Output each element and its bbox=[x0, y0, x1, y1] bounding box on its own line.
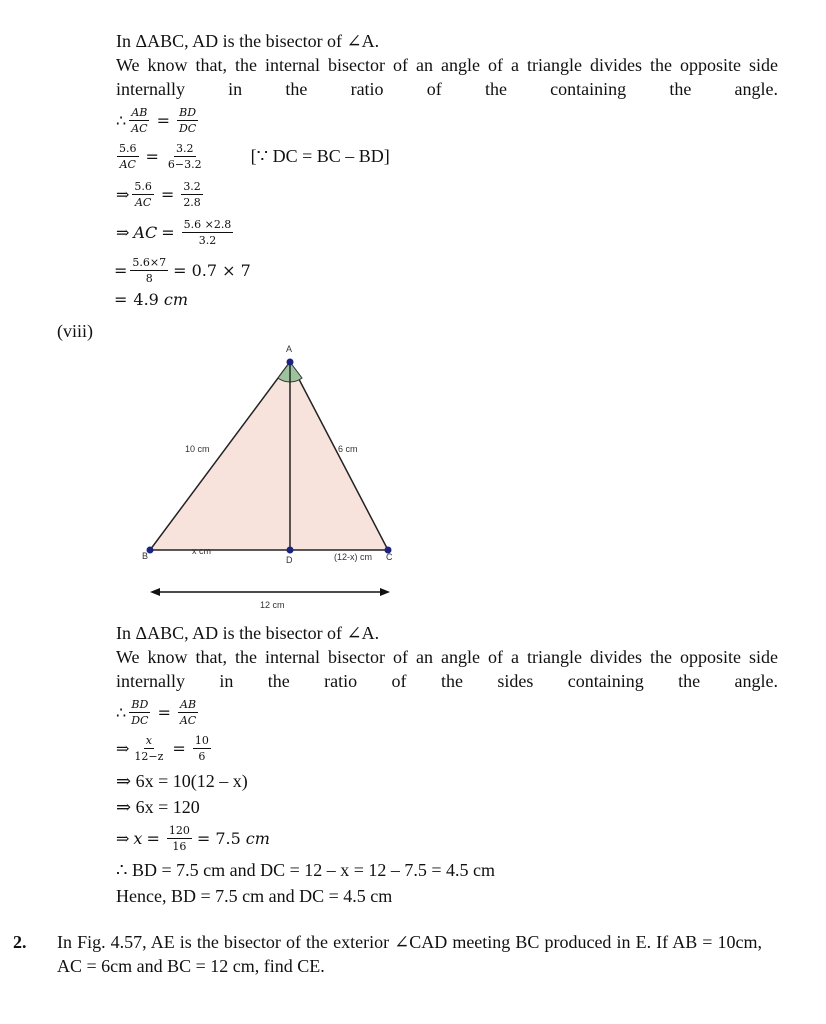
part1-ac-calc: ⇒ AC = $\frac{5.6 \times 2.8}{3.2}$ bbox=[116, 218, 232, 247]
fraction: $\frac{5.6 \times 2.8}{3.2}$ bbox=[183, 218, 232, 247]
part2-paragraph: We know that, the internal bisector of an angle of a triangle divides the opposite side internally in the ratio of the sides containing the angle. bbox=[116, 647, 778, 691]
question-number: 2. bbox=[13, 932, 27, 952]
part2-step-6: ∴ BD = 7.5 cm and DC = 12 – x = 12 – 7.5 = 4.5 cm bbox=[116, 860, 496, 880]
fraction: $\frac{3.2}{6-3.2}$ bbox=[167, 142, 202, 171]
part2-step-4: ⇒ 6x = 120 bbox=[116, 797, 200, 817]
fraction: $\frac{5.6}{AC}$ bbox=[119, 142, 137, 171]
part2-ratio-1: ∴ $\frac{BD}{DC}$ = $\frac{AB}{AC}$ bbox=[116, 698, 197, 727]
question-text: In Fig. 4.57, AE is the bisector of the exterior ∠CAD meeting BC produced in E. If AB = 10cm, AC = 6cm and BC = 12 cm, find CE. bbox=[57, 932, 762, 976]
fraction: $\frac{BD}{DC}$ bbox=[131, 698, 149, 727]
part2-conclusion: Hence, BD = 7.5 cm and DC = 4.5 cm bbox=[116, 886, 393, 906]
fraction: $\frac{AB}{AC}$ bbox=[131, 106, 148, 135]
label-side-ac: 6 cm bbox=[338, 444, 358, 454]
fraction: $\frac{120}{16}$ bbox=[168, 824, 190, 853]
label-base: 12 cm bbox=[260, 600, 285, 610]
fraction: $\frac{x}{12-z}$ bbox=[134, 734, 164, 763]
triangle-abc bbox=[150, 362, 388, 550]
fraction: $\frac{10}{6}$ bbox=[194, 734, 209, 763]
triangle-figure bbox=[130, 330, 420, 620]
label-seg-dc: (12-x) cm bbox=[334, 552, 372, 562]
fraction: $\frac{5.6\times 7}{8}$ bbox=[132, 256, 167, 285]
label-d: D bbox=[286, 555, 293, 565]
part2-x-calc: ⇒ x = $\frac{120}{16}$ = 7.5 cm bbox=[116, 824, 270, 853]
fraction: $\frac{AB}{AC}$ bbox=[179, 698, 197, 727]
label-side-ab: 10 cm bbox=[185, 444, 210, 454]
part1-simplify: = $\frac{5.6\times 7}{8}$ = 0.7 × 7 bbox=[114, 256, 251, 285]
part1-result: = 4.9 cm bbox=[114, 290, 188, 309]
right-arrowhead bbox=[380, 588, 390, 596]
fraction: $\frac{3.2}{2.8}$ bbox=[183, 180, 201, 209]
sub-question-label: (viii) bbox=[57, 321, 93, 341]
left-arrowhead bbox=[150, 588, 160, 596]
part2-step-3: ⇒ 6x = 10(12 – x) bbox=[116, 771, 248, 791]
label-a: A bbox=[286, 344, 293, 354]
label-seg-bd: x cm bbox=[192, 546, 211, 556]
point-d bbox=[287, 547, 294, 554]
label-b: B bbox=[142, 551, 149, 561]
part1-paragraph: We know that, the internal bisector of an angle of a triangle divides the opposite side internally in the ratio of the containing the angle. bbox=[116, 55, 778, 99]
part2-intro: In ΔABC, AD is the bisector of ∠A. bbox=[116, 623, 380, 643]
fraction: $\frac{5.6}{AC}$ bbox=[134, 180, 152, 209]
reason-note: [∵ DC = BC – BD] bbox=[250, 146, 390, 166]
point-a bbox=[287, 359, 294, 366]
part1-ratio-3: ⇒ $\frac{5.6}{AC}$ = $\frac{3.2}{2.8}$ bbox=[116, 180, 201, 209]
label-c: C bbox=[386, 552, 393, 562]
part1-ratio-1: ∴ $\frac{AB}{AC}$ = $\frac{BD}{DC}$ bbox=[116, 106, 197, 135]
part2-ratio-2: ⇒ $\frac{x}{12-z}$ = $\frac{10}{6}$ bbox=[116, 734, 209, 763]
part1-ratio-2: $\frac{5.6}{AC}$ = $\frac{3.2}{6-3.2}$ [∵ DC = BC – BD] bbox=[119, 142, 390, 171]
fraction: $\frac{BD}{DC}$ bbox=[178, 106, 197, 135]
part1-intro: In ΔABC, AD is the bisector of ∠A. bbox=[116, 31, 380, 51]
therefore-symbol: ∴ bbox=[116, 111, 127, 130]
